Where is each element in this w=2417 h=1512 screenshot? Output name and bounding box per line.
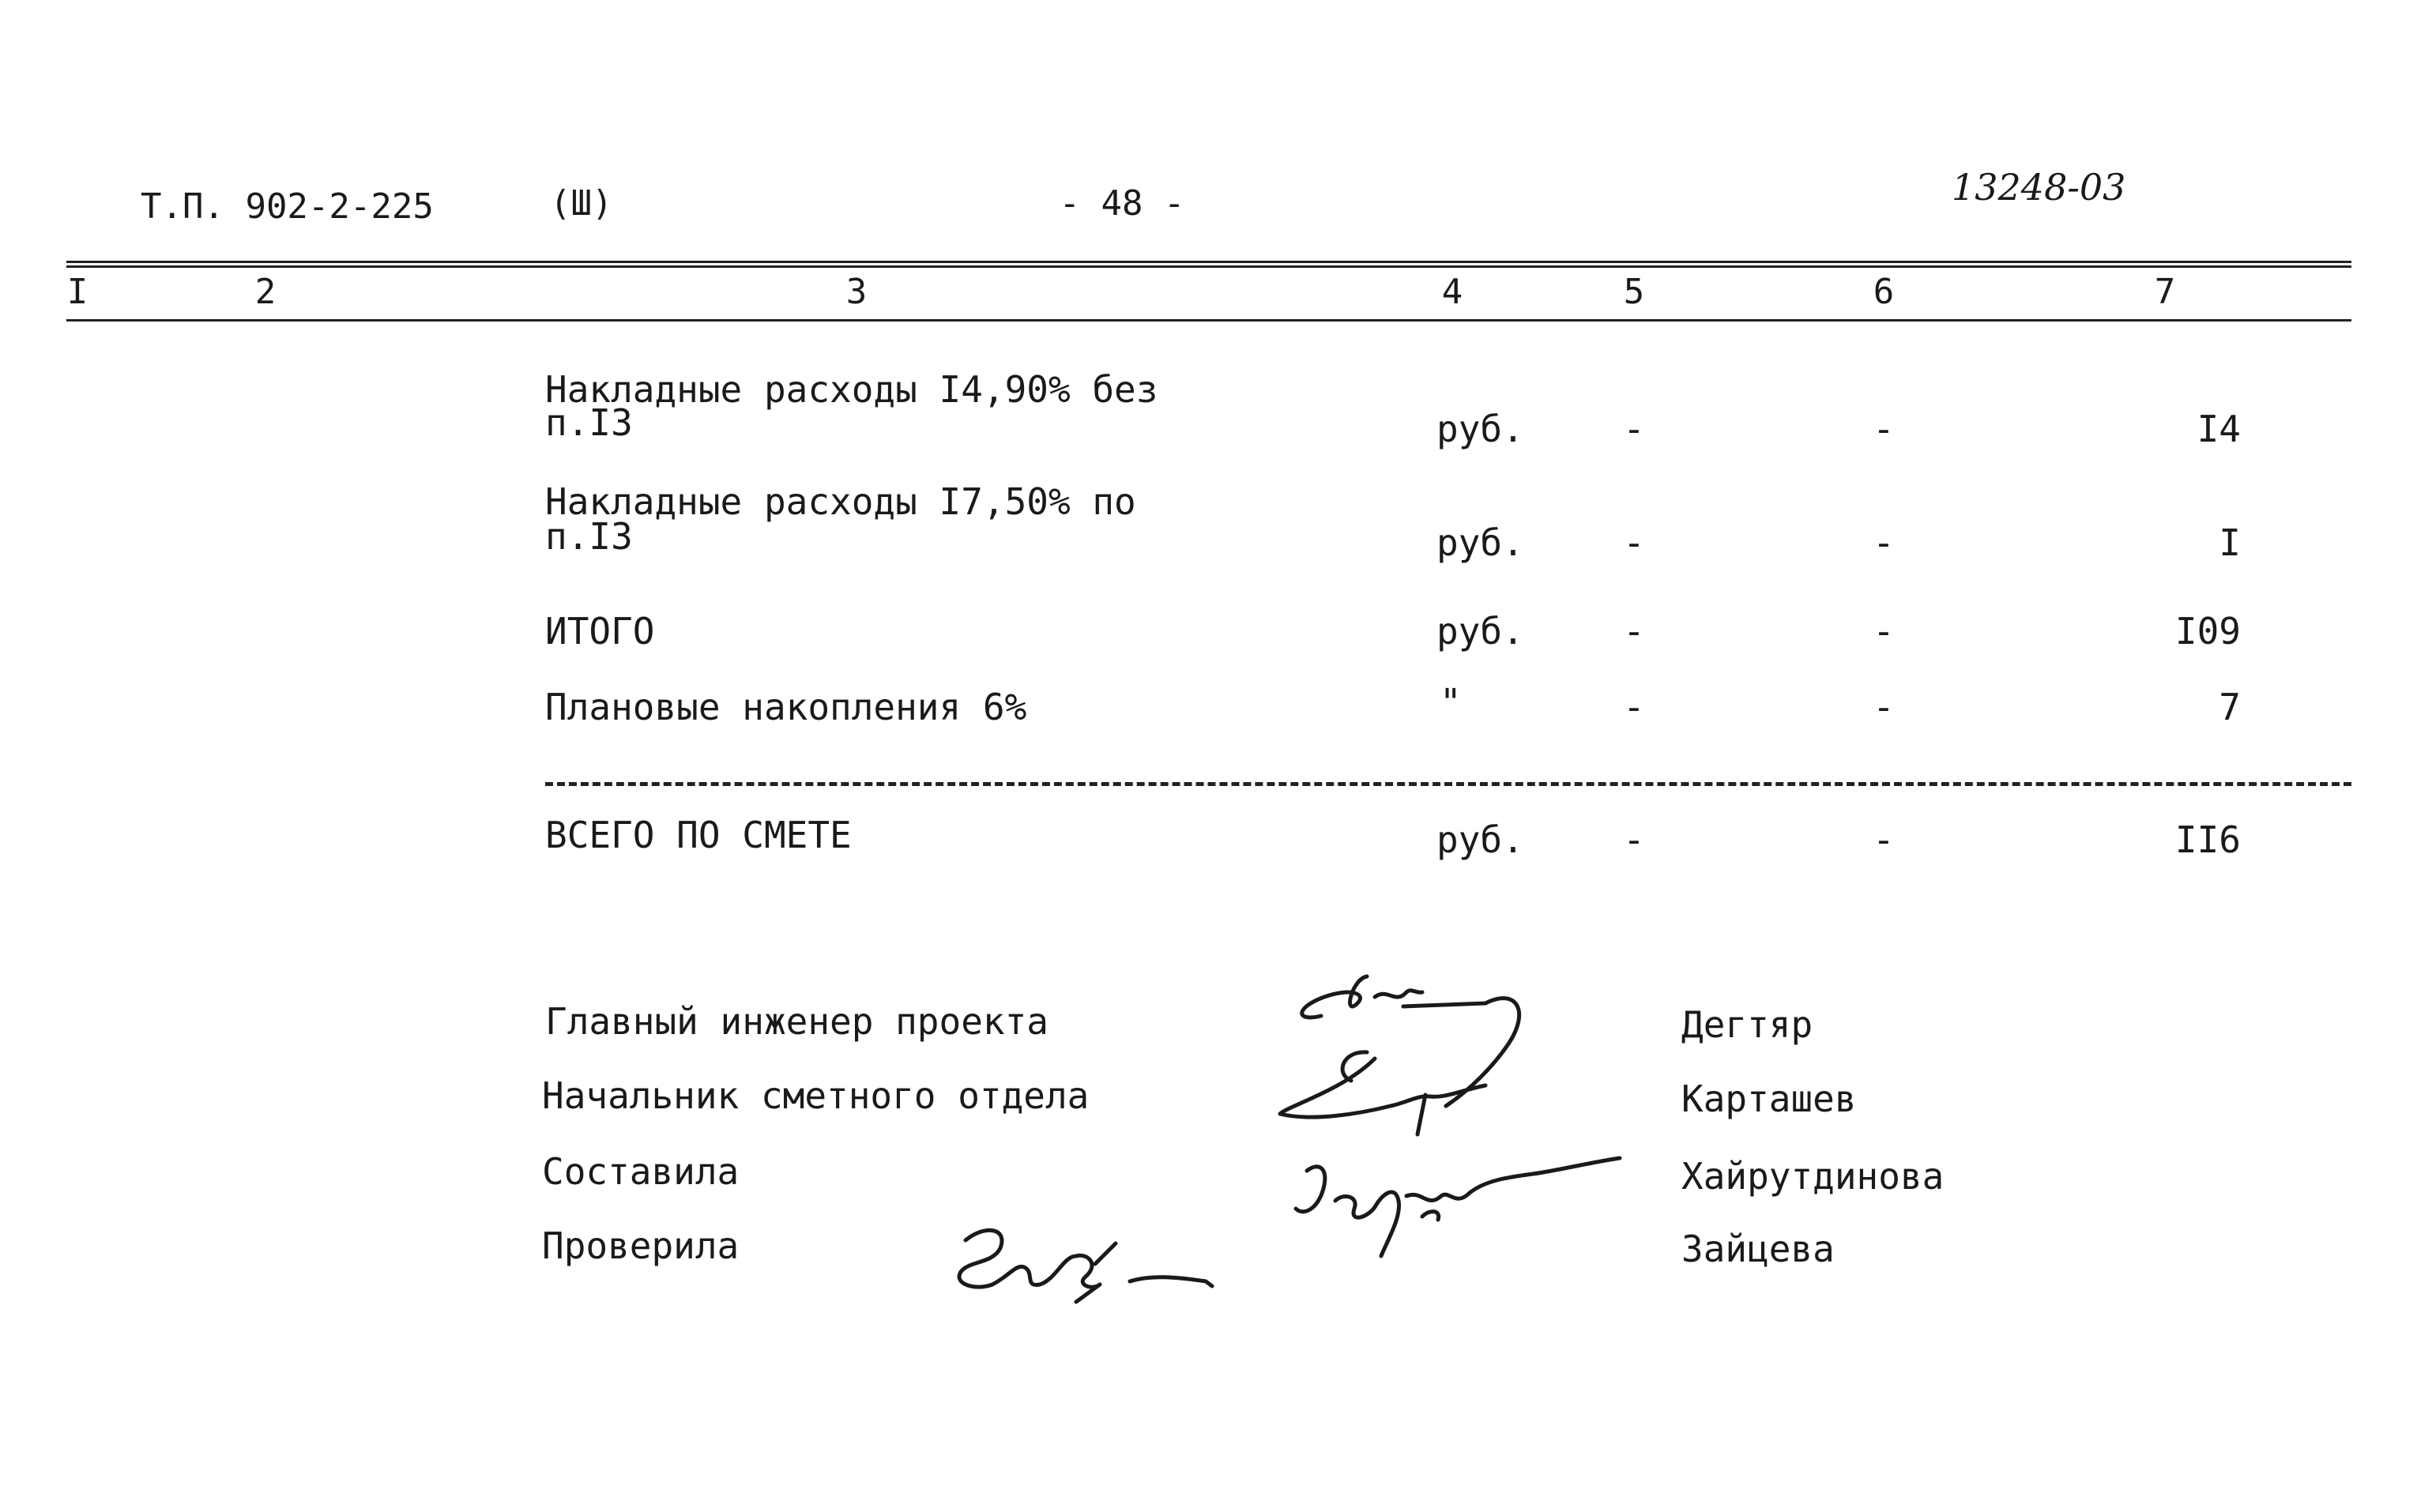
row-4-col5: - xyxy=(1623,686,1645,728)
column-header-5: 5 xyxy=(1623,272,1645,312)
signature-role-2: Начальник сметного отдела xyxy=(542,1074,1090,1117)
signature-role-4: Проверила xyxy=(542,1224,740,1267)
column-header-3: 3 xyxy=(845,272,868,312)
row-2-unit: руб. xyxy=(1436,521,1524,564)
row-4-unit: " xyxy=(1440,681,1462,724)
document-code: Т.П. 902-2-225 xyxy=(141,186,434,227)
total-col6: - xyxy=(1873,818,1895,861)
archive-number: 13248-03 xyxy=(1952,166,2126,209)
row-2-col5: - xyxy=(1623,521,1645,564)
total-value: II6 xyxy=(2174,818,2241,861)
signature-role-1: Главный инженер проекта xyxy=(545,1000,1048,1043)
row-1-description: Накладные расходы I4,90% без xyxy=(545,368,1158,411)
column-header-2: 2 xyxy=(254,272,277,312)
page-number: - 48 - xyxy=(1059,183,1185,224)
total-unit: руб. xyxy=(1436,818,1524,861)
signature-name-2: Карташев xyxy=(1681,1078,1857,1120)
row-2-value: I xyxy=(2219,521,2241,564)
table-header-bottom-rule xyxy=(66,319,2351,322)
total-label: ВСЕГО ПО СМЕТЕ xyxy=(545,814,852,856)
row-2-col6: - xyxy=(1873,521,1895,564)
row-1-value: I4 xyxy=(2197,408,2241,450)
signature-role-3: Составила xyxy=(542,1150,740,1193)
total-col5: - xyxy=(1623,818,1645,861)
row-1-unit: руб. xyxy=(1436,408,1524,450)
row-3-col5: - xyxy=(1623,610,1645,653)
row-2-description-cont: п.I3 xyxy=(545,515,633,558)
table-top-rule-inner xyxy=(66,265,2351,268)
column-header-6: 6 xyxy=(1873,272,1895,312)
column-header-7: 7 xyxy=(2154,272,2176,312)
row-1-col5: - xyxy=(1623,408,1645,450)
column-header-4: 4 xyxy=(1441,272,1463,312)
signature-name-3: Хайрутдинова xyxy=(1681,1155,1945,1198)
row-1-col6: - xyxy=(1873,408,1895,450)
signature-name-1: Дегтяр xyxy=(1681,1003,1813,1046)
row-3-description: ИТОГО xyxy=(545,610,655,653)
row-3-unit: руб. xyxy=(1436,610,1524,653)
row-1-description-cont: п.I3 xyxy=(545,401,633,444)
volume-mark: (Ш) xyxy=(550,183,613,224)
row-4-description: Плановые накопления 6% xyxy=(545,686,1027,728)
dashed-separator xyxy=(545,782,2351,786)
row-3-col6: - xyxy=(1873,610,1895,653)
column-header-1: I xyxy=(66,272,88,312)
signatures-scribble-icon xyxy=(1248,956,1628,1264)
row-2-description: Накладные расходы I7,50% по xyxy=(545,480,1136,523)
signature-name-4: Зайцева xyxy=(1681,1228,1835,1270)
row-3-value: I09 xyxy=(2174,610,2241,653)
table-top-rule xyxy=(66,261,2351,263)
row-4-value: 7 xyxy=(2219,686,2241,728)
signature-zaitseva-scribble-icon xyxy=(937,1209,1222,1311)
row-4-col6: - xyxy=(1873,686,1895,728)
